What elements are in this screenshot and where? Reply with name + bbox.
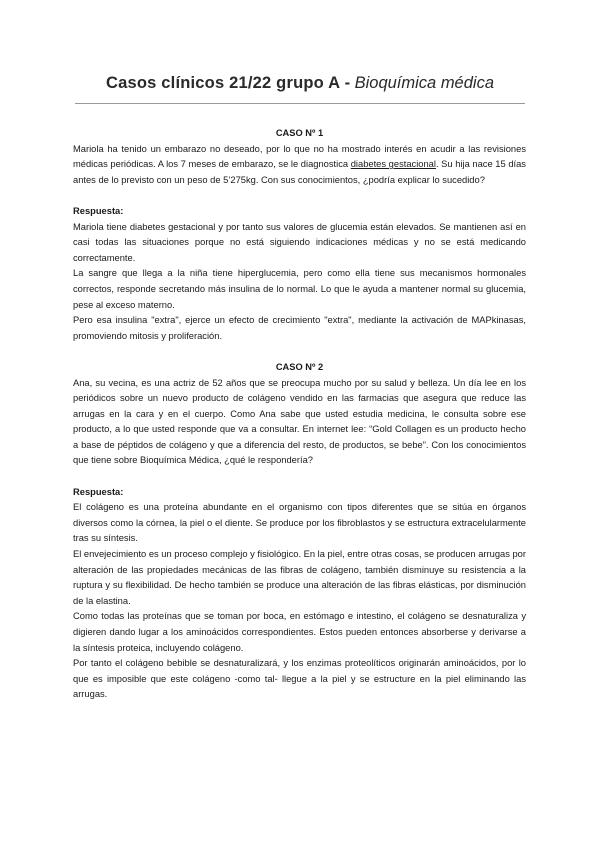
case2-answer-paragraph: Como todas las proteínas que se toman por boca, en estómago e intestino, el colágeno se desnaturaliza y digieren dando lugar a los aminoácidos correspondientes. Estos pueden entonces absorberse y derivarse a la síntesis proteica, incluyendo colágeno.	[73, 611, 526, 653]
case2-answer-paragraph: El colágeno es una proteína abundante en el organismo con tipos diferentes que se sitúa en órganos diversos como la córnea, la piel o el diente. Se produce por los fibroblastos y se estructura extracelularmente tras su síntesis.	[73, 502, 526, 544]
case1-statement-end: . Su hija nace 15 días antes de lo previsto con un peso de 5’275kg. Con sus conocimientos, ¿podría explicar lo sucedido?	[73, 159, 526, 185]
case1-statement-underlined: diabetes gestacional	[350, 159, 436, 170]
case1-answer-paragraph: La sangre que llega a la niña tiene hiperglucemia, pero como ella tiene sus mecanismos hormonales correctos, responde secretando más insulina de lo normal. Lo que le ayuda a mantener normal su glucemia, pese al exceso materno.	[73, 268, 526, 310]
spacer	[73, 469, 526, 485]
document-header	[0, 74, 600, 93]
header-subject: Bioquímica médica	[354, 74, 495, 92]
case1-answer-label: Respuesta:	[73, 205, 124, 216]
case2-answer-label: Respuesta:	[73, 486, 124, 497]
case1-title: CASO Nº 1	[275, 128, 324, 138]
header-divider	[75, 103, 525, 104]
header-separator: -	[344, 74, 351, 92]
case2-title: CASO Nº 2	[275, 361, 324, 372]
case1-statement-start: Mariola ha tenido un embarazo no deseado, por lo que no ha mostrado interés en acudir a las revisiones médicas periódicas. A los 7 meses de embarazo, se le diagnostica	[73, 143, 526, 170]
case1-answer-paragraph: Pero esa insulina "extra", ejerce un efecto de crecimiento "extra", mediante la activación de MAPkinasas, promoviendo mitosis y proliferación.	[73, 315, 526, 341]
case2-answer-paragraph: El envejecimiento es un proceso complejo y fisiológico. En la piel, entre otras cosas, se producen arrugas por alteración de las propiedades mecánicas de las fibras de colágeno, también disminuye su resistencia a la ruptura y su flexibilidad. De hecho también se produce una alteración de las fibras elásticas, por disminución de la elastina.	[73, 549, 526, 606]
case1-answer-paragraph: Mariola tiene diabetes gestacional y por tanto sus valores de glucemia están elevados. Se mantienen así en casi todas las situaciones porque no está siguiendo indicaciones médicas y no se está medicando correctamente.	[73, 221, 526, 263]
case2-answer-paragraph: Por tanto el colágeno bebible se desnaturalizará, y los enzimas proteolíticos originarán aminoácidos, por lo que es imposible que este colágeno -como tal- llegue a la piel y se estructure en la piel eliminando las arrugas.	[73, 658, 526, 700]
case2-statement: Ana, su vecina, es una actriz de 52 años que se preocupa mucho por su salud y belleza. Un día lee en los periódicos sobre un nuevo producto de colágeno vendido en las farmacias que asegura que reduce las arrugas en la cara y en el cuerpo. Como Ana sabe que usted estudia medicina, le consulta sobre ese producto, a lo que usted responde que va a consultar. En internet lee: “Gold Collagen es un producto hecho a base de péptidos de colágeno y que a diferencia del resto, de productos, se bebe”. Con los conocimientos que tiene sobre Bioquímica Médica, ¿qué le respondería?	[73, 377, 526, 466]
document-body	[73, 126, 526, 703]
case1-statement	[73, 142, 526, 189]
spacer	[73, 344, 526, 360]
header-title: Casos clínicos 21/22 grupo A	[105, 74, 341, 92]
spacer	[73, 188, 526, 204]
